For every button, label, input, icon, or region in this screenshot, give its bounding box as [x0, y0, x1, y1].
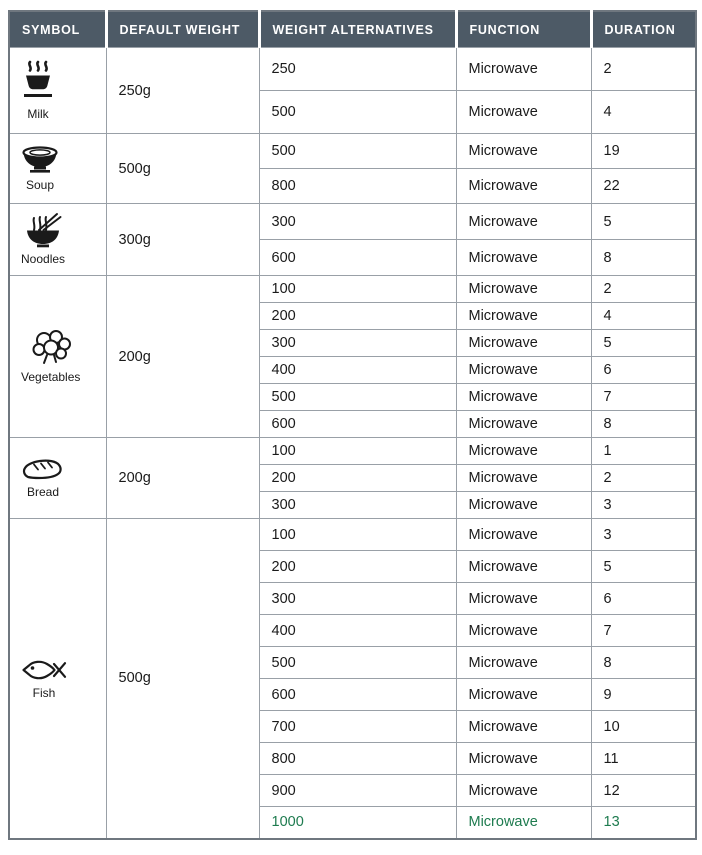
function-cell: Microwave — [456, 384, 591, 411]
symbol-label: Fish — [32, 685, 56, 700]
vegetables-icon — [21, 328, 80, 368]
function-cell: Microwave — [456, 679, 591, 711]
default-weight-cell: 200g — [106, 276, 259, 438]
table-row — [9, 519, 696, 551]
function-cell: Microwave — [456, 240, 591, 276]
weight-alternative-cell: 600 — [259, 679, 456, 711]
duration-cell: 3 — [591, 519, 696, 551]
duration-cell: 2 — [591, 465, 696, 492]
weight-alternative-cell: 800 — [259, 169, 456, 204]
duration-cell: 5 — [591, 551, 696, 583]
duration-cell: 7 — [591, 615, 696, 647]
duration-cell: 5 — [591, 330, 696, 357]
milk-icon — [21, 59, 55, 105]
symbol-box — [21, 212, 65, 266]
auto-cook-table — [8, 10, 697, 840]
duration-cell: 6 — [591, 357, 696, 384]
duration-cell: 3 — [591, 492, 696, 519]
function-cell: Microwave — [456, 807, 591, 839]
duration-cell: 13 — [591, 807, 696, 839]
symbol-box — [21, 145, 59, 192]
duration-cell: 4 — [591, 91, 696, 134]
function-cell: Microwave — [456, 711, 591, 743]
symbol-label: Soup — [25, 177, 55, 192]
table-row — [9, 276, 696, 303]
function-cell: Microwave — [456, 465, 591, 492]
function-cell: Microwave — [456, 743, 591, 775]
weight-alternative-cell: 900 — [259, 775, 456, 807]
soup-icon — [21, 145, 59, 176]
duration-cell: 10 — [591, 711, 696, 743]
duration-cell: 2 — [591, 276, 696, 303]
function-cell: Microwave — [456, 551, 591, 583]
default-weight-cell: 200g — [106, 438, 259, 519]
duration-cell: 22 — [591, 169, 696, 204]
duration-cell: 1 — [591, 438, 696, 465]
function-cell: Microwave — [456, 204, 591, 240]
duration-cell: 9 — [591, 679, 696, 711]
weight-alternative-cell: 1000 — [259, 807, 456, 839]
column-header-duration: DURATION — [591, 11, 696, 48]
weight-alternative-cell: 100 — [259, 276, 456, 303]
table-body — [9, 48, 696, 839]
weight-alternative-cell: 250 — [259, 48, 456, 91]
table-row — [9, 204, 696, 240]
weight-alternative-cell: 800 — [259, 743, 456, 775]
function-cell: Microwave — [456, 615, 591, 647]
weight-alternative-cell: 300 — [259, 204, 456, 240]
column-header-function: FUNCTION — [456, 11, 591, 48]
function-cell: Microwave — [456, 303, 591, 330]
noodles-icon — [21, 212, 65, 250]
weight-alternative-cell: 500 — [259, 384, 456, 411]
weight-alternative-cell: 200 — [259, 551, 456, 583]
function-cell: Microwave — [456, 438, 591, 465]
table-row — [9, 438, 696, 465]
function-cell: Microwave — [456, 411, 591, 438]
symbol-box — [21, 457, 65, 499]
fish-icon — [21, 656, 67, 684]
function-cell: Microwave — [456, 583, 591, 615]
weight-alternative-cell: 500 — [259, 647, 456, 679]
column-header-weight-alternatives: WEIGHT ALTERNATIVES — [259, 11, 456, 48]
function-cell: Microwave — [456, 169, 591, 204]
symbol-box — [21, 328, 80, 384]
bread-icon — [21, 457, 65, 483]
symbol-cell-vegetables — [9, 276, 106, 438]
header-row — [9, 11, 696, 48]
column-header-symbol: SYMBOL — [9, 11, 106, 48]
duration-cell: 12 — [591, 775, 696, 807]
duration-cell: 5 — [591, 204, 696, 240]
symbol-box — [21, 59, 55, 121]
duration-cell: 19 — [591, 134, 696, 169]
weight-alternative-cell: 300 — [259, 492, 456, 519]
default-weight-cell: 500g — [106, 519, 259, 839]
weight-alternative-cell: 300 — [259, 330, 456, 357]
symbol-cell-bread — [9, 438, 106, 519]
weight-alternative-cell: 600 — [259, 411, 456, 438]
weight-alternative-cell: 400 — [259, 615, 456, 647]
duration-cell: 8 — [591, 647, 696, 679]
weight-alternative-cell: 200 — [259, 303, 456, 330]
symbol-cell-soup — [9, 134, 106, 204]
function-cell: Microwave — [456, 276, 591, 303]
weight-alternative-cell: 500 — [259, 91, 456, 134]
default-weight-cell: 250g — [106, 48, 259, 134]
duration-cell: 2 — [591, 48, 696, 91]
symbol-cell-fish — [9, 519, 106, 839]
symbol-label: Bread — [26, 484, 60, 499]
default-weight-cell: 500g — [106, 134, 259, 204]
weight-alternative-cell: 100 — [259, 438, 456, 465]
table-row — [9, 48, 696, 91]
symbol-box — [21, 656, 67, 700]
symbol-label: Noodles — [21, 252, 66, 266]
function-cell: Microwave — [456, 330, 591, 357]
duration-cell: 8 — [591, 240, 696, 276]
function-cell: Microwave — [456, 134, 591, 169]
duration-cell: 7 — [591, 384, 696, 411]
function-cell: Microwave — [456, 48, 591, 91]
weight-alternative-cell: 100 — [259, 519, 456, 551]
symbol-label: Vegetables — [21, 370, 81, 384]
weight-alternative-cell: 300 — [259, 583, 456, 615]
function-cell: Microwave — [456, 91, 591, 134]
weight-alternative-cell: 500 — [259, 134, 456, 169]
column-header-default-weight: DEFAULT WEIGHT — [106, 11, 259, 48]
duration-cell: 4 — [591, 303, 696, 330]
function-cell: Microwave — [456, 775, 591, 807]
symbol-cell-noodles — [9, 204, 106, 276]
table-header — [9, 11, 696, 48]
function-cell: Microwave — [456, 647, 591, 679]
table-row — [9, 134, 696, 169]
symbol-cell-milk — [9, 48, 106, 134]
function-cell: Microwave — [456, 492, 591, 519]
symbol-label: Milk — [27, 107, 49, 121]
weight-alternative-cell: 200 — [259, 465, 456, 492]
function-cell: Microwave — [456, 519, 591, 551]
function-cell: Microwave — [456, 357, 591, 384]
weight-alternative-cell: 700 — [259, 711, 456, 743]
duration-cell: 8 — [591, 411, 696, 438]
weight-alternative-cell: 400 — [259, 357, 456, 384]
duration-cell: 6 — [591, 583, 696, 615]
duration-cell: 11 — [591, 743, 696, 775]
weight-alternative-cell: 600 — [259, 240, 456, 276]
default-weight-cell: 300g — [106, 204, 259, 276]
